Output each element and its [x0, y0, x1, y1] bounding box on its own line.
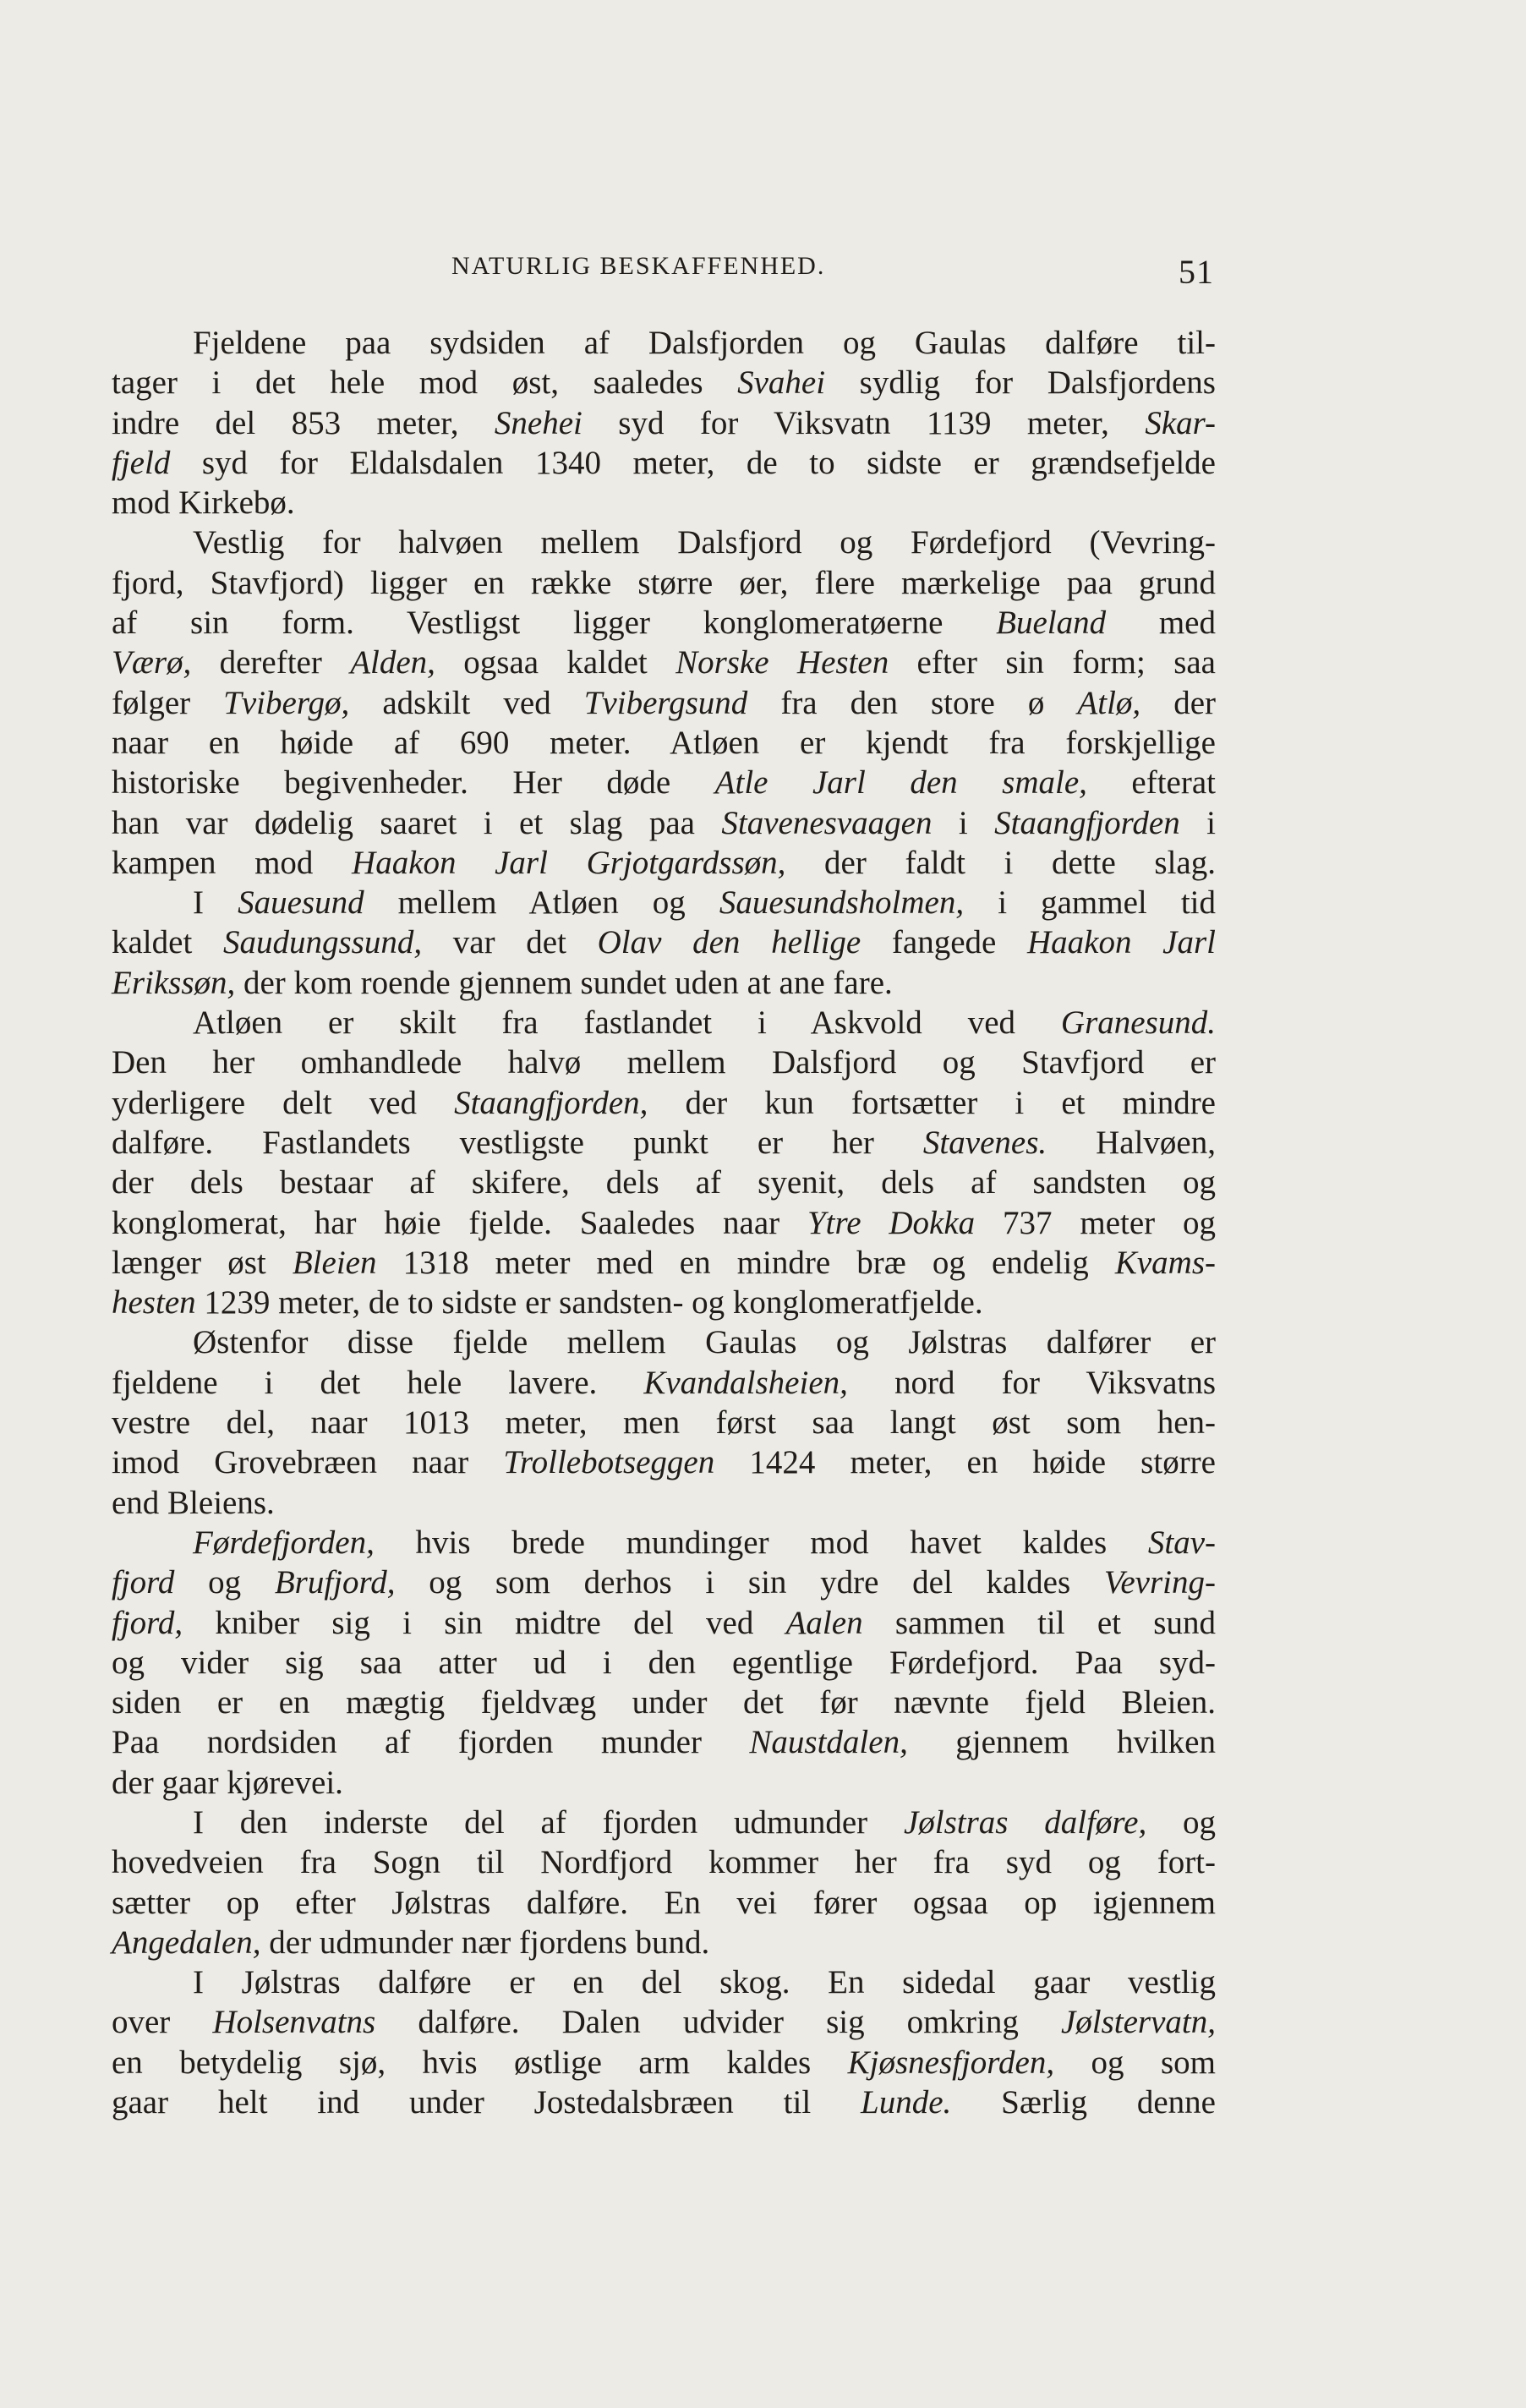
- text-line: [112, 603, 1216, 643]
- text-line: [112, 643, 1216, 682]
- text-segment: der dels bestaar af skifere, dels af syenit, dels af sandsten og: [112, 1164, 1216, 1201]
- italic-text: Stav-: [1147, 1524, 1216, 1561]
- text-segment: konglomerat, har høie fjelde. Saaledes naar: [112, 1204, 807, 1241]
- text-line: [112, 1803, 1216, 1842]
- italic-text: Holsenvatns: [212, 2004, 376, 2041]
- body-text: [112, 323, 1216, 2122]
- text-line: [112, 563, 1216, 603]
- text-line: [112, 803, 1216, 843]
- text-line: [112, 2002, 1216, 2042]
- italic-text: Stavenesvaagen: [721, 804, 933, 841]
- text-segment: og: [174, 1564, 275, 1601]
- text-line: [112, 1003, 1216, 1043]
- text-segment: og som: [1054, 2044, 1216, 2081]
- text-segment: mod Kirkebø.: [112, 484, 295, 522]
- text-line: [112, 1243, 1216, 1283]
- text-line: [112, 723, 1216, 763]
- italic-text: Staangfjorden,: [454, 1084, 648, 1121]
- text-segment: sydlig for Dalsfjordens: [825, 364, 1216, 402]
- text-segment: gaar helt ind under Jostedalsbræen til: [112, 2084, 861, 2121]
- text-segment: der kom roende gjennem sundet uden at ane fare.: [235, 964, 893, 1001]
- text-line: [112, 1722, 1216, 1762]
- italic-text: Haakon Jarl: [1027, 924, 1216, 961]
- italic-text: Brufjord,: [274, 1564, 396, 1601]
- text-line: [112, 2082, 1216, 2122]
- text-segment: vestre del, naar 1013 meter, men først saa langt øst som hen-: [112, 1404, 1216, 1442]
- text-segment: længer øst: [112, 1244, 293, 1281]
- text-line: [112, 1562, 1216, 1602]
- text-segment: og: [1146, 1803, 1217, 1841]
- text-segment: der gaar kjørevei.: [112, 1764, 343, 1801]
- text-segment: Den her omhandlede halvø mellem Dalsfjord og Stavfjord er: [112, 1044, 1216, 1081]
- text-segment: og som derhos i sin ydre del kaldes: [395, 1564, 1104, 1601]
- italic-text: hesten: [112, 1284, 196, 1322]
- text-line: [112, 1283, 1216, 1322]
- text-segment: Halvøen,: [1047, 1124, 1216, 1161]
- italic-text: Atlø,: [1077, 684, 1141, 721]
- text-line: [112, 883, 1216, 922]
- text-segment: sammen til et sund: [862, 1604, 1216, 1641]
- italic-text: Stavenes.: [922, 1124, 1047, 1161]
- text-segment: fjeldene i det hele lavere.: [112, 1364, 644, 1401]
- page-number: 51: [1179, 253, 1214, 291]
- text-segment: imod Grovebræen naar: [112, 1444, 504, 1481]
- text-line: [112, 1322, 1216, 1362]
- italic-text: Sauesundsholmen,: [719, 884, 965, 922]
- text-segment: naar en høide af 690 meter. Atløen er kjendt fra forskjellige: [112, 724, 1216, 761]
- text-line: [112, 1163, 1216, 1202]
- text-line: [112, 1403, 1216, 1442]
- italic-text: Lunde.: [861, 2084, 952, 2121]
- italic-text: Alden,: [350, 644, 435, 681]
- text-segment: dalføre. Dalen udvider sig omkring: [375, 2004, 1061, 2041]
- text-line: [112, 1842, 1216, 1882]
- italic-text: Trollebotseggen: [503, 1444, 715, 1481]
- italic-text: Sauesund: [238, 884, 364, 922]
- italic-text: Vevring-: [1103, 1564, 1216, 1601]
- text-line: [112, 1962, 1216, 2002]
- text-line: [112, 1683, 1216, 1722]
- text-line: [112, 1603, 1216, 1643]
- italic-text: Jølstras dalføre,: [903, 1803, 1147, 1841]
- text-segment: tager i det hele mod øst, saaledes: [112, 364, 738, 402]
- text-segment: derefter: [191, 644, 351, 681]
- italic-text: Haakon Jarl Grjotgardssøn,: [352, 844, 786, 881]
- text-segment: en betydelig sjø, hvis østlige arm kaldes: [112, 2044, 848, 2081]
- text-segment: følger: [112, 684, 224, 721]
- italic-text: Snehei: [494, 404, 583, 441]
- text-segment: I Jølstras dalføre er en del skog. En sidedal gaar vestlig: [193, 1964, 1216, 2001]
- italic-text: Angedalen,: [112, 1924, 261, 1961]
- text-line: [112, 363, 1216, 402]
- text-segment: der udmunder nær fjordens bund.: [260, 1924, 710, 1961]
- italic-text: Kvams-: [1114, 1244, 1216, 1281]
- text-segment: 1239 meter, de to sidste er sandsten- og konglomeratfjelde.: [195, 1284, 983, 1322]
- text-line: [112, 1483, 1216, 1523]
- text-segment: 1318 meter med en mindre bræ og endelig: [376, 1244, 1115, 1281]
- text-line: [112, 443, 1216, 483]
- text-segment: der: [1140, 684, 1216, 721]
- text-segment: og vider sig saa atter ud i den egentlige Førdefjord. Paa syd-: [112, 1644, 1216, 1681]
- text-line: [112, 1083, 1216, 1123]
- text-segment: var det: [422, 924, 598, 961]
- text-line: [112, 1123, 1216, 1163]
- italic-text: Førdefjorden,: [193, 1524, 375, 1561]
- text-segment: hvis brede mundinger mod havet kaldes: [374, 1524, 1148, 1561]
- italic-text: Kjøsnesfjorden,: [847, 2044, 1055, 2081]
- text-line: [112, 1363, 1216, 1403]
- text-segment: end Bleiens.: [112, 1484, 275, 1521]
- text-line: [112, 1883, 1216, 1923]
- text-segment: hovedveien fra Sogn til Nordfjord kommer her fra syd og fort-: [112, 1844, 1216, 1881]
- text-line: [112, 323, 1216, 363]
- page-header: [451, 252, 1214, 294]
- text-segment: i: [1179, 804, 1216, 841]
- text-line: [112, 2043, 1216, 2082]
- text-segment: historiske begivenheder. Her døde: [112, 764, 715, 802]
- text-line: [112, 523, 1216, 562]
- text-segment: han var dødelig saaret i et slag paa: [112, 804, 722, 841]
- text-segment: Østenfor disse fjelde mellem Gaulas og Jølstras dalfører er: [193, 1324, 1216, 1361]
- italic-text: Svahei: [737, 364, 826, 402]
- text-segment: efter sin form; saa: [889, 644, 1216, 681]
- italic-text: Skar-: [1145, 404, 1217, 441]
- text-line: [112, 1523, 1216, 1562]
- text-line: [112, 483, 1216, 523]
- italic-text: fjeld: [112, 444, 171, 481]
- italic-text: fjord,: [112, 1604, 183, 1641]
- italic-text: Bleien: [292, 1244, 377, 1281]
- text-line: [112, 683, 1216, 723]
- text-segment: dalføre. Fastlandets vestligste punkt er her: [112, 1124, 923, 1161]
- italic-text: Atle Jarl den smale,: [714, 764, 1087, 802]
- italic-text: Staangfjorden: [994, 804, 1180, 841]
- text-line: [112, 843, 1216, 883]
- text-segment: ogsaa kaldet: [435, 644, 676, 681]
- text-line: [112, 763, 1216, 802]
- text-line: [112, 1763, 1216, 1803]
- text-line: [112, 403, 1216, 443]
- text-segment: 737 meter og: [975, 1204, 1216, 1241]
- text-line: [112, 1442, 1216, 1482]
- italic-text: Ytre Dokka: [807, 1204, 976, 1241]
- running-title: NATURLIG BESKAFFENHED.: [451, 252, 826, 280]
- text-segment: der kun fortsætter i et mindre: [648, 1084, 1216, 1121]
- italic-text: Norske Hesten: [675, 644, 889, 681]
- italic-text: Olav den hellige: [597, 924, 861, 961]
- text-segment: syd for Eldalsdalen 1340 meter, de to sidste er grændsefjelde: [170, 444, 1216, 481]
- italic-text: Bueland: [996, 605, 1107, 642]
- text-segment: i gammel tid: [964, 884, 1216, 922]
- text-segment: af sin form. Vestligst ligger konglomeratøerne: [112, 605, 997, 642]
- text-segment: kniber sig i sin midtre del ved: [183, 1604, 786, 1641]
- italic-text: Tvibergø,: [223, 684, 350, 721]
- text-segment: Særlig denne: [951, 2084, 1216, 2121]
- text-segment: fra den store ø: [747, 684, 1078, 721]
- text-segment: over: [112, 2004, 213, 2041]
- text-segment: sætter op efter Jølstras dalføre. En vei fører ogsaa op igjennem: [112, 1884, 1216, 1921]
- text-segment: adskilt ved: [349, 684, 584, 721]
- text-line: [112, 1043, 1216, 1082]
- italic-text: fjord: [112, 1564, 175, 1601]
- italic-text: Erikssøn,: [112, 964, 236, 1001]
- text-segment: I den inderste del af fjorden udmunder: [193, 1803, 904, 1841]
- text-line: [112, 1643, 1216, 1683]
- text-segment: kaldet: [112, 924, 223, 961]
- text-segment: gjennem hvilken: [907, 1724, 1216, 1761]
- italic-text: Værø,: [112, 644, 192, 681]
- text-segment: Vestlig for halvøen mellem Dalsfjord og Førdefjord (Vevring-: [193, 524, 1216, 561]
- text-segment: fjord, Stavfjord) ligger en række større øer, flere mærkelige paa grund: [112, 564, 1216, 601]
- italic-text: Jølstervatn,: [1060, 2004, 1216, 2041]
- text-segment: fangede: [861, 924, 1028, 961]
- italic-text: Aalen: [785, 1604, 863, 1641]
- text-segment: I: [193, 884, 238, 922]
- text-segment: indre del 853 meter,: [112, 404, 495, 441]
- text-segment: Fjeldene paa sydsiden af Dalsfjorden og Gaulas dalføre til-: [193, 325, 1216, 361]
- text-segment: mellem Atløen og: [364, 884, 719, 922]
- text-segment: der faldt i dette slag.: [785, 844, 1216, 881]
- italic-text: Saudungssund,: [222, 924, 423, 961]
- italic-text: Tvibergsund: [583, 684, 748, 721]
- text-line: [112, 1203, 1216, 1243]
- text-segment: 1424 meter, en høide større: [714, 1444, 1216, 1481]
- text-segment: Atløen er skilt fra fastlandet i Askvold ved: [193, 1004, 1061, 1042]
- text-segment: i: [932, 804, 995, 841]
- text-segment: Paa nordsiden af fjorden munder: [112, 1724, 750, 1761]
- italic-text: Granesund.: [1060, 1004, 1216, 1042]
- italic-text: Naustdalen,: [749, 1724, 908, 1761]
- text-segment: syd for Viksvatn 1139 meter,: [582, 404, 1146, 441]
- text-line: [112, 963, 1216, 1003]
- text-segment: med: [1106, 605, 1216, 642]
- text-segment: efterat: [1086, 764, 1216, 802]
- text-line: [112, 1923, 1216, 1962]
- text-segment: nord for Viksvatns: [847, 1364, 1216, 1401]
- italic-text: Kvandalsheien,: [643, 1364, 848, 1401]
- text-segment: siden er en mægtig fjeldvæg under det før nævnte fjeld Bleien.: [112, 1684, 1216, 1721]
- text-segment: yderligere delt ved: [112, 1084, 455, 1121]
- text-line: [112, 922, 1216, 962]
- text-segment: kampen mod: [112, 844, 353, 881]
